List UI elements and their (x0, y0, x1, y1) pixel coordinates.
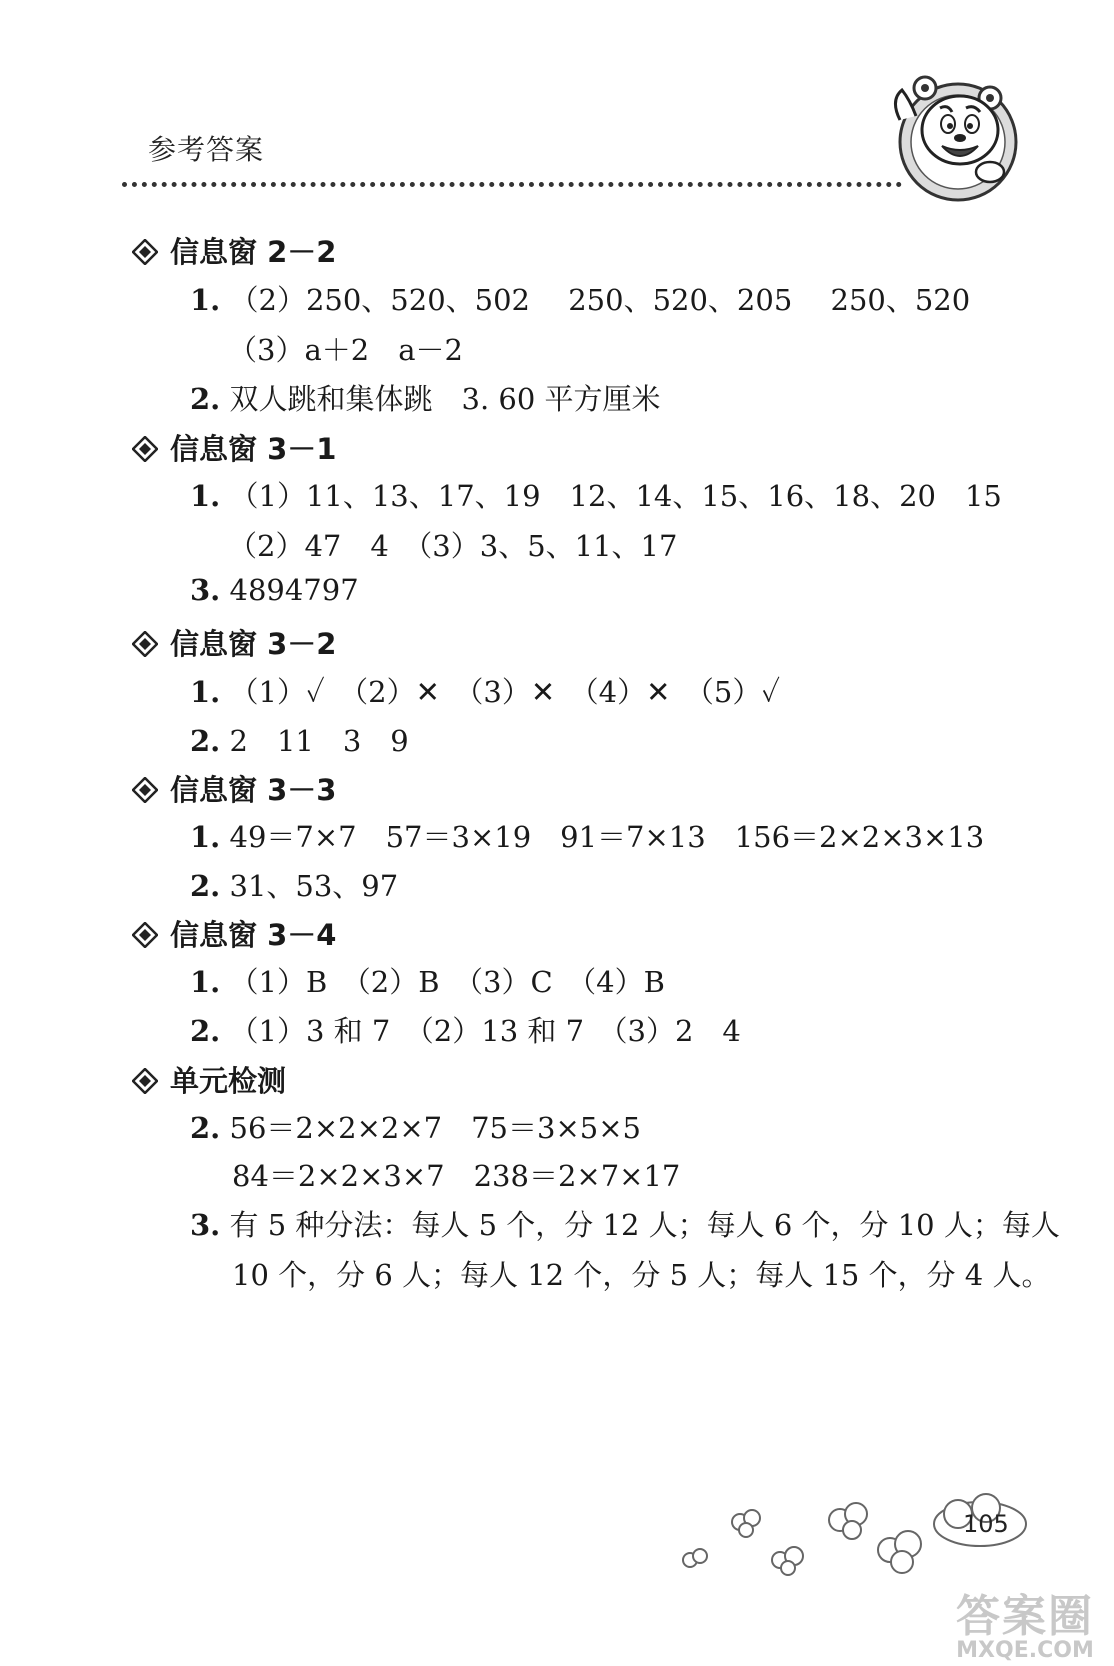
answer-line: 1. （1）B （2）B （3）C （4）B (190, 965, 665, 999)
answer-line: 1. （1）✓ （2）✕ （3）✕ （4）✕ （5）✓ (190, 675, 781, 709)
answer-line: 1. （2）250、520、502 250、520、205 250、520 (190, 283, 971, 317)
dotted-divider (122, 182, 902, 187)
header-title: 参考答案 (148, 133, 265, 166)
answer-line: 10 个，分 6 人；每人 12 个，分 5 人；每人 15 个，分 4 人。 (232, 1258, 1051, 1292)
answer-line: （2）47 4 （3）3、5、11、17 (228, 529, 678, 563)
page-number: 105 (963, 1510, 1009, 1538)
watermark-sub: MXQE.COM (956, 1638, 1094, 1663)
tiger-mascot-icon (880, 60, 1030, 210)
section-title: 单元检测 (132, 1059, 286, 1100)
answer-line: 3. 4894797 (190, 573, 359, 607)
section-title: 信息窗 2－2 (132, 230, 336, 271)
answer-line: 2. 56＝2×2×2×7 75＝3×5×5 (190, 1111, 641, 1145)
watermark-main: 答案圈 (956, 1591, 1094, 1642)
diamond-bullet-icon (132, 922, 158, 948)
answer-line: 2. 双人跳和集体跳 3. 60 平方厘米 (190, 382, 661, 416)
diamond-bullet-icon (132, 239, 158, 265)
diamond-bullet-icon (132, 777, 158, 803)
answer-line: 3. 有 5 种分法：每人 5 个，分 12 人；每人 6 个，分 10 人；每人 (190, 1208, 1060, 1242)
answer-line: 1. 49＝7×7 57＝3×19 91＝7×13 156＝2×2×3×13 (190, 820, 985, 854)
answer-line: 2. 31、53、97 (190, 869, 399, 903)
section-title: 信息窗 3－1 (132, 427, 336, 468)
section-title: 信息窗 3－2 (132, 622, 336, 663)
answer-line: 2. （1）3 和 7 （2）13 和 7 （3）2 4 (190, 1014, 741, 1048)
answer-line: 84＝2×2×3×7 238＝2×7×17 (232, 1159, 681, 1193)
diamond-bullet-icon (132, 1068, 158, 1094)
section-title: 信息窗 3－4 (132, 913, 336, 954)
answer-line: 1. （1）11、13、17、19 12、14、15、16、18、20 15 (190, 479, 1002, 513)
watermark (945, 1591, 1105, 1663)
answer-line: （3）a＋2 a－2 (228, 333, 463, 367)
answer-line: 2. 2 11 3 9 (190, 724, 409, 758)
diamond-bullet-icon (132, 631, 158, 657)
diamond-bullet-icon (132, 436, 158, 462)
section-title: 信息窗 3－3 (132, 768, 336, 809)
